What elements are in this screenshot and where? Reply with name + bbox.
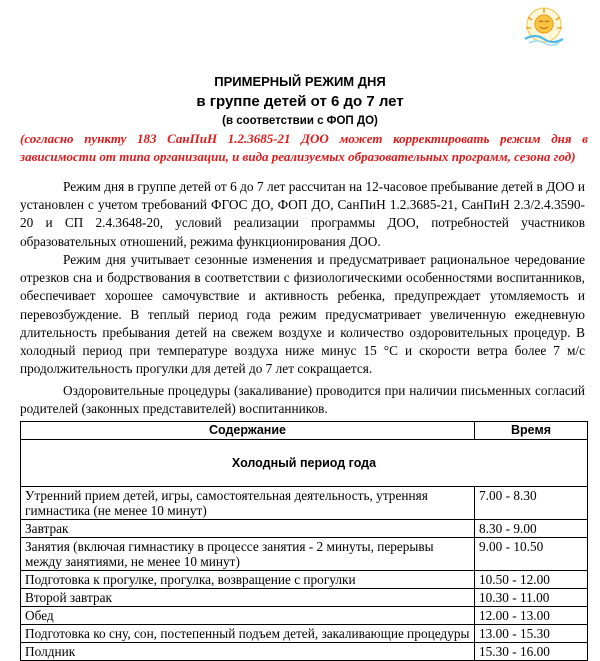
row-activity: Утренний прием детей, игры, самостоятельная деятельность, утренняя гимнастика (не менее 10 минут) xyxy=(21,487,475,520)
sun-logo-icon xyxy=(519,6,569,48)
row-activity: Обед xyxy=(21,607,475,625)
row-time: 9.00 - 10.50 xyxy=(475,538,588,571)
row-time: 8.30 - 9.00 xyxy=(475,520,588,538)
row-time: 10.50 - 12.00 xyxy=(475,571,588,589)
row-activity: Полдник xyxy=(21,643,475,661)
table-row xyxy=(21,571,588,589)
table-row xyxy=(21,625,588,643)
table-row xyxy=(21,607,588,625)
period-label: Холодный период года xyxy=(21,440,588,487)
header-time: Время xyxy=(475,422,588,440)
red-note: (согласно пункту 183 СанПиН 1.2.3685-21 ДОО может корректировать режим дня в зависимости от типа организации, и вида реализуемых образовательных программ, сезона год) xyxy=(20,131,588,164)
title-line-2: в группе детей от 6 до 7 лет xyxy=(196,93,404,110)
row-activity: Подготовка ко сну, сон, постепенный подъем детей, закаливающие процедуры xyxy=(21,625,475,643)
row-time: 12.00 - 13.00 xyxy=(475,607,588,625)
row-time: 15.30 - 16.00 xyxy=(475,643,588,661)
row-activity: Завтрак xyxy=(21,520,475,538)
title-line-1: ПРИМЕРНЫЙ РЕЖИМ ДНЯ xyxy=(214,74,386,89)
table-row xyxy=(21,589,588,607)
row-time: 10.30 - 11.00 xyxy=(475,589,588,607)
row-activity: Занятия (включая гимнастику в процессе занятия - 2 минуты, перерывы между занятиями, не менее 10 минут) xyxy=(21,538,475,571)
row-activity: Второй завтрак xyxy=(21,589,475,607)
row-time: 7.00 - 8.30 xyxy=(475,487,588,520)
paragraph-1: Режим дня в группе детей от 6 до 7 лет рассчитан на 12-часовое пребывание детей в ДОО и установлен с учетом требований ФГОС ДО, ФОП ДО, СанПиН 1.2.3685-21, СанПиН 2.3/2.4.3590-20 и СП 2.4.3648-20, условий реализации программы ДОО, потребностей участников образовательных отношений, режима функционирования ДОО. xyxy=(20,179,585,249)
table-row xyxy=(21,487,588,520)
schedule-table xyxy=(20,421,588,661)
paragraph-2: Режим дня учитывает сезонные изменения и предусматривает рациональное чередование отрезков сна и бодрствования в соответствии с физиологическими особенностями воспитанников, обеспечивает хорошее самочувствие и активность ребенка, предупреждает утомляемость и перевозбуждение. В теплый период года режим предусматривает увеличенную ежедневную длительность пребывания детей на свежем воздухе и количество оздоровительных процедур. В холодный период при температуре воздуха ниже минус 15 °С и скорости ветра более 7 м/с продолжительность прогулки для детей до 7 лет сокращается. xyxy=(20,252,585,377)
row-time: 13.00 - 15.30 xyxy=(475,625,588,643)
table-row xyxy=(21,538,588,571)
period-row xyxy=(21,440,588,487)
row-activity: Подготовка к прогулке, прогулка, возвращение с прогулки xyxy=(21,571,475,589)
table-header-row xyxy=(21,422,588,440)
title-line-3: (в соответствии с ФОП ДО) xyxy=(222,115,378,127)
table-row xyxy=(21,520,588,538)
header-content: Содержание xyxy=(21,422,475,440)
paragraph-3: Оздоровительные процедуры (закаливание) проводится при наличии письменных согласий родителей (законных представителей) воспитанников. xyxy=(20,383,585,417)
